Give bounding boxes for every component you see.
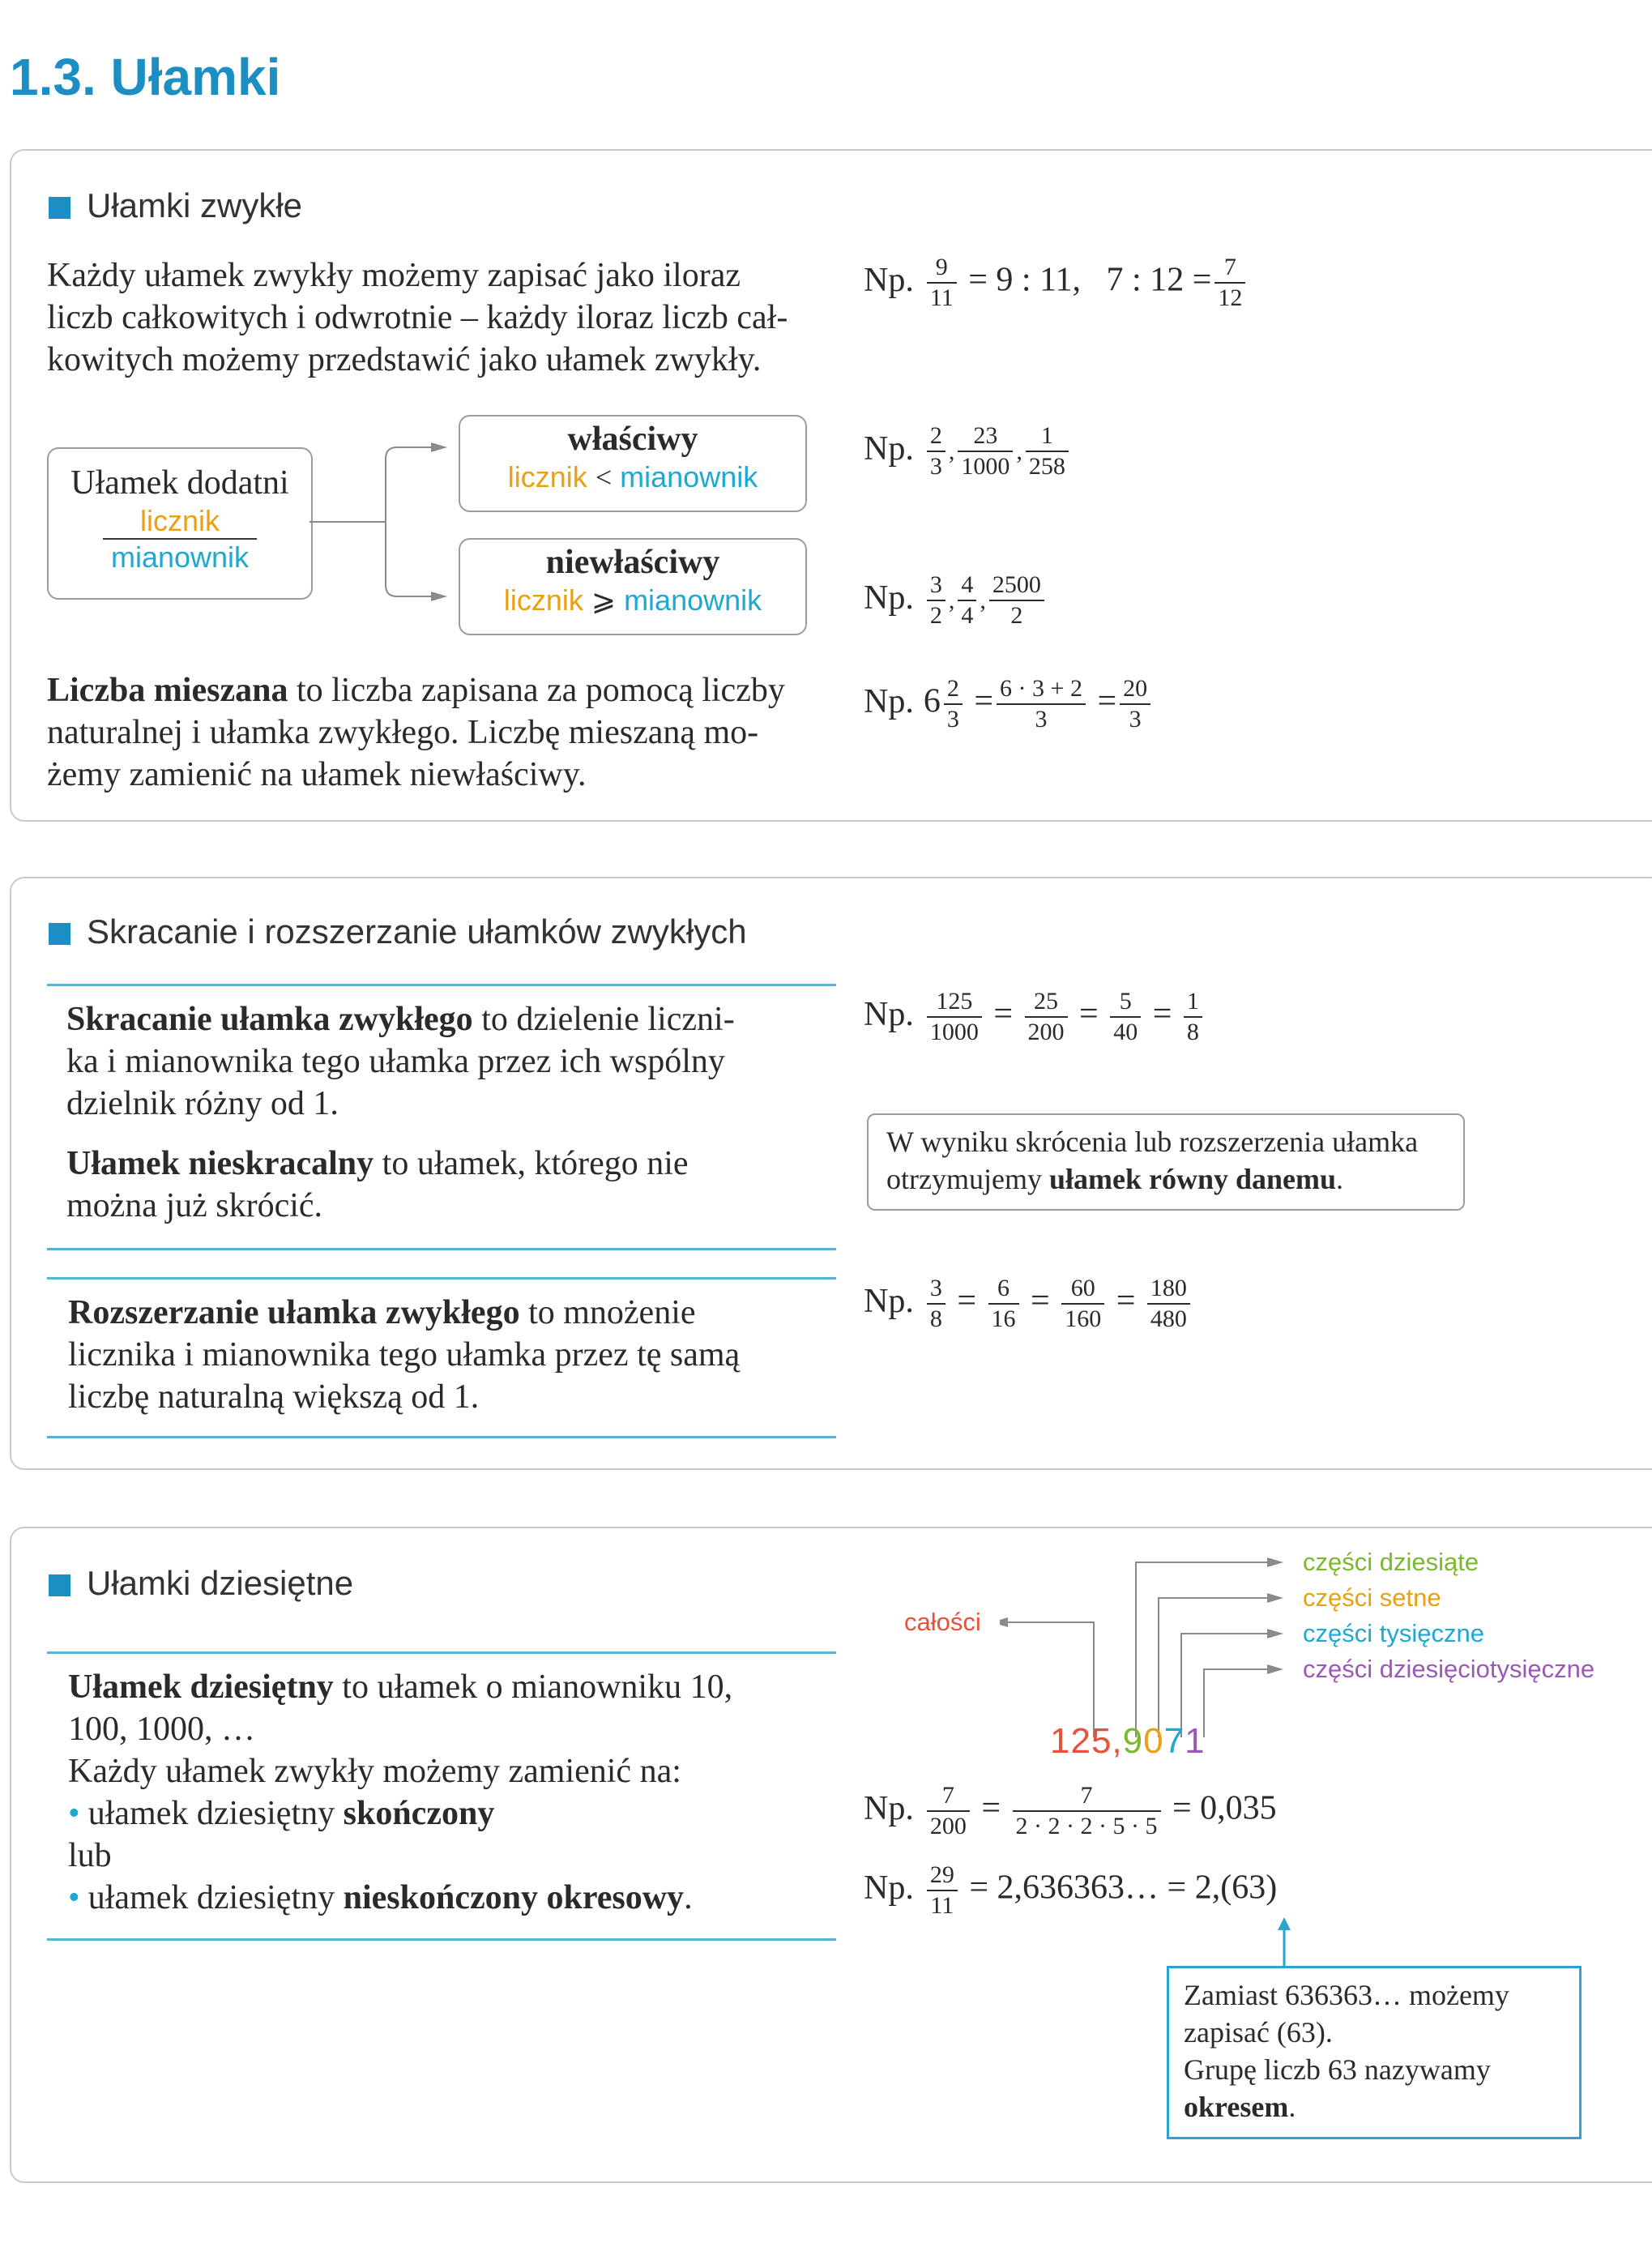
numerator: 2: [944, 674, 963, 705]
fraction: [1214, 253, 1245, 313]
box-title: niewłaściwy: [545, 544, 720, 581]
text: .: [1336, 1163, 1343, 1195]
example-proper: [864, 421, 1072, 481]
denominator: 2: [1010, 602, 1023, 629]
square-bullet-icon: [49, 923, 70, 945]
comma: ,: [980, 587, 986, 614]
fraction: [927, 253, 957, 313]
denominator: 2: [929, 602, 942, 629]
equivalent-fraction-note: [867, 1113, 1465, 1211]
term: Ułamek dziesiętny: [68, 1668, 334, 1706]
bullet-dot-icon: •: [68, 1879, 80, 1916]
reduce-definition: [66, 998, 828, 1227]
improper-condition: [460, 583, 805, 617]
divider: [47, 1651, 836, 1654]
denominator: 11: [929, 284, 954, 311]
decimal-definition: [68, 1666, 830, 1919]
expand-definition: [68, 1292, 830, 1418]
numerator: 4: [958, 570, 976, 601]
section-heading: [49, 912, 747, 951]
period-pointer-arrow: [1272, 1917, 1296, 1966]
text: otrzymujemy: [886, 1163, 1049, 1195]
def-line: Każdy ułamek zwykły możemy zamienić na:: [68, 1753, 681, 1790]
numerator: 2500: [989, 570, 1044, 601]
box-title: właściwy: [567, 421, 698, 458]
digit-hundredths: 0: [1143, 1721, 1164, 1761]
bullet-item: [68, 1877, 830, 1919]
expr-text: 7 : 12 =: [1106, 261, 1212, 299]
numerator: 2: [927, 421, 946, 452]
numerator: 5: [1110, 987, 1141, 1018]
text: to dzielenie liczni-: [472, 1001, 735, 1038]
example-repeating: [864, 1861, 1277, 1920]
digits-whole: 125: [1050, 1721, 1112, 1761]
term: nieskończony okresowy: [343, 1879, 685, 1916]
denominator: 4: [961, 602, 974, 629]
positive-fraction-box: [47, 447, 313, 600]
numerator: 6: [988, 1274, 1019, 1305]
note-line: [1184, 2088, 1564, 2126]
numerator: 60: [1061, 1274, 1104, 1305]
np-label: Np.: [864, 429, 914, 468]
fraction: [1061, 1274, 1104, 1334]
denominator: 200: [1027, 1019, 1065, 1045]
text: to liczba zapisana za pomocą liczby: [288, 672, 785, 709]
denominator: 480: [1150, 1305, 1187, 1332]
np-label: Np.: [864, 579, 914, 617]
numerator: 7: [927, 1781, 970, 1812]
digit-thousandths: 7: [1163, 1721, 1185, 1761]
text: .: [684, 1879, 693, 1916]
fraction: [1025, 987, 1068, 1047]
denominator: 8: [1186, 1019, 1199, 1045]
denominator: 3: [1129, 706, 1142, 733]
mixed-line: [47, 669, 841, 711]
np-label: Np.: [864, 261, 914, 299]
term: Ułamek nieskracalny: [66, 1145, 374, 1182]
fraction: [1110, 987, 1141, 1047]
divider: [47, 984, 836, 986]
fraction: [1147, 1274, 1190, 1334]
np-label: Np.: [864, 1869, 914, 1907]
term: okresem: [1184, 2091, 1289, 2123]
numerator: 23: [958, 421, 1013, 452]
fraction: [927, 421, 946, 481]
intro-line: kowitych możemy przedstawić jako ułamek zwykły.: [47, 341, 762, 378]
label-ten-thousandths: części dziesięciotysięczne: [1303, 1655, 1595, 1683]
def-line: ka i mianownika tego ułamka przez ich wspólny: [66, 1043, 725, 1080]
denominator: 1000: [929, 1019, 979, 1045]
result: = 2,636363… = 2,(63): [969, 1869, 1278, 1907]
bullet-dot-icon: •: [68, 1795, 80, 1832]
mixed-line: naturalnej i ułamka zwykłego. Liczbę mieszaną mo-: [47, 714, 759, 751]
digit-ten-thousandths: 1: [1185, 1721, 1206, 1761]
label-thousandths: części tysięczne: [1303, 1619, 1484, 1647]
box-title: Ułamek dodatni: [70, 464, 289, 502]
def-line: licznika i mianownika tego ułamka przez tę samą: [68, 1336, 741, 1374]
mixed-line: żemy zamienić na ułamek niewłaściwy.: [47, 756, 587, 793]
numerator-label: licznik: [103, 504, 257, 540]
note-line: Zamiast 636363… możemy: [1184, 1979, 1509, 2011]
numerator-label: licznik: [503, 583, 583, 617]
example-mixed: [864, 674, 1154, 734]
mixed-number-paragraph: [47, 669, 841, 796]
np-label: Np.: [864, 1789, 914, 1827]
fraction: [1120, 674, 1150, 734]
denominator: 8: [929, 1305, 942, 1332]
bullet-item: [68, 1792, 830, 1835]
section-decimal-fractions: [10, 1527, 1652, 2183]
label-tenths: części dziesiąte: [1303, 1548, 1479, 1576]
numerator: 7: [1013, 1781, 1161, 1812]
divider: [47, 1248, 836, 1250]
fraction: [989, 570, 1044, 630]
numerator: 180: [1147, 1274, 1190, 1305]
fraction: [927, 987, 982, 1047]
equals: =: [1097, 682, 1117, 720]
numerator: 25: [1025, 987, 1068, 1018]
intro-line: liczb całkowitych i odwrotnie – każdy iloraz liczb cał-: [47, 299, 788, 336]
fraction: [988, 1274, 1019, 1334]
numerator: 9: [927, 253, 957, 284]
digit-tenths: 9: [1122, 1721, 1144, 1761]
decimal-number: [1050, 1721, 1206, 1762]
note-line: zapisać (63).: [1184, 2016, 1333, 2049]
term: Skracanie ułamka zwykłego: [66, 1001, 473, 1038]
diagram-connectors: [309, 410, 463, 637]
def-line: [68, 1666, 830, 1708]
fraction: [927, 570, 946, 630]
numerator: 29: [927, 1861, 958, 1891]
denominator: 258: [1028, 453, 1065, 480]
less-than-sign: <: [595, 461, 613, 493]
fraction: [927, 1781, 970, 1841]
example-terminating: Np. $\frac{7}{200}$ = $\frac{7}{2 \cdot 2 \cdot 2 \cdot 5 \cdot 5}$ = 0,035: [864, 1782, 1277, 1839]
def-line: [66, 998, 828, 1040]
note-line: Grupę liczb 63 nazywamy: [1184, 2053, 1491, 2086]
intro-line: Każdy ułamek zwykły możemy zapisać jako iloraz: [47, 257, 741, 294]
numerator: 20: [1120, 674, 1150, 705]
period-note: [1167, 1966, 1582, 2139]
divider: [47, 1277, 836, 1280]
denominator-label: mianownik: [624, 583, 762, 617]
equals: =: [974, 682, 994, 720]
fraction: [1013, 1781, 1161, 1841]
whole-part: 6: [923, 682, 941, 720]
numerator: 3: [927, 570, 946, 601]
np-label: Np.: [864, 995, 914, 1033]
label-hundredths: części setne: [1303, 1583, 1441, 1612]
denominator: 1000: [961, 453, 1010, 480]
comma: ,: [948, 438, 955, 465]
text: to ułamek o mianowniku 10,: [333, 1668, 733, 1706]
np-label: Np.: [864, 1282, 914, 1320]
denominator: 3: [1035, 706, 1048, 733]
denominator: 160: [1065, 1305, 1102, 1332]
def-line: lub: [68, 1837, 112, 1874]
numerator-label: licznik: [507, 460, 587, 493]
section-heading: [49, 1564, 353, 1603]
divider: [47, 1938, 836, 1941]
fraction: [927, 1861, 958, 1920]
denominator: 2 · 2 · 2 · 5 · 5: [1015, 1813, 1158, 1839]
denominator-label: mianownik: [620, 460, 758, 493]
text: ułamek dziesiętny: [88, 1879, 344, 1916]
term: Liczba mieszana: [47, 672, 288, 709]
def-line: [68, 1292, 830, 1334]
fraction: [997, 674, 1086, 734]
fraction: [1026, 421, 1069, 481]
section-heading-text: Ułamki zwykłe: [87, 186, 303, 224]
denominator: 11: [930, 1892, 954, 1919]
text: [68, 1666, 732, 1708]
proper-condition: [460, 460, 805, 494]
def-line: można już skrócić.: [66, 1187, 323, 1224]
square-bullet-icon: [49, 1574, 70, 1596]
square-bullet-icon: [49, 197, 70, 219]
def-line: dzielnik różny od 1.: [66, 1085, 339, 1122]
term: skończony: [343, 1795, 495, 1832]
comma: ,: [948, 587, 955, 614]
numerator: 1: [1184, 987, 1202, 1018]
np-label: Np.: [864, 682, 914, 720]
denominator: 16: [991, 1305, 1016, 1332]
expr-text: = 9 : 11,: [968, 261, 1082, 299]
section-heading-text: Skracanie i rozszerzanie ułamków zwykłych: [87, 912, 747, 951]
note-line: [886, 1160, 1445, 1198]
numerator: 7: [1214, 253, 1245, 284]
fraction: [944, 674, 963, 734]
section-reducing-expanding: [10, 877, 1652, 1470]
example-quotient: [864, 253, 1249, 313]
section-heading-text: Ułamki dziesiętne: [87, 1564, 354, 1602]
improper-fraction-box: [459, 538, 807, 635]
text: .: [1288, 2091, 1296, 2123]
term: ułamek równy danemu: [1048, 1163, 1336, 1195]
def-line: liczbę naturalną większą od 1.: [68, 1378, 480, 1416]
example-expand: Np. $\frac{3}{8}$ = $\frac{6}{16}$ = $\frac{60}{160}$ = $\frac{180}{480}$: [864, 1274, 1193, 1334]
denominator: 40: [1113, 1019, 1138, 1045]
text: to mnożenie: [519, 1294, 696, 1331]
note-line: W wyniku skrócenia lub rozszerzenia ułamka: [886, 1126, 1419, 1158]
denominator: 12: [1218, 284, 1243, 311]
numerator: 6 · 3 + 2: [997, 674, 1086, 705]
text: to ułamek, którego nie: [374, 1145, 689, 1182]
intro-paragraph: [47, 254, 841, 381]
def-line: 100, 1000, …: [68, 1711, 255, 1748]
def-line: [66, 1143, 828, 1185]
divider: [47, 1436, 836, 1438]
section-common-fractions: [10, 149, 1652, 822]
example-reduce: Np. $\frac{125}{1000}$ = $\frac{25}{200}$ = $\frac{5}{40}$ = $\frac{1}{8}$: [864, 987, 1206, 1047]
proper-fraction-box: [459, 415, 807, 512]
greater-equal-sign: ⩾: [591, 584, 617, 617]
numerator: 1: [1026, 421, 1069, 452]
numerator: 3: [927, 1274, 946, 1305]
denominator: 200: [929, 1813, 967, 1839]
page-title: 1.3. Ułamki: [10, 48, 281, 106]
denominator-label: mianownik: [110, 540, 250, 574]
fraction: [927, 1274, 946, 1334]
result: = 0,035: [1172, 1789, 1277, 1827]
text: ułamek dziesiętny: [88, 1795, 344, 1832]
example-improper: [864, 570, 1048, 630]
fraction: [958, 421, 1013, 481]
term: Rozszerzanie ułamka zwykłego: [68, 1294, 520, 1331]
fraction: [1184, 987, 1202, 1047]
comma: ,: [1016, 438, 1022, 465]
fraction: [958, 570, 976, 630]
section-heading: [49, 186, 302, 225]
denominator: 3: [929, 453, 942, 480]
decimal-comma: ,: [1112, 1721, 1123, 1761]
label-whole: całości: [904, 1608, 981, 1636]
denominator: 3: [946, 706, 959, 733]
numerator: 125: [927, 987, 982, 1018]
